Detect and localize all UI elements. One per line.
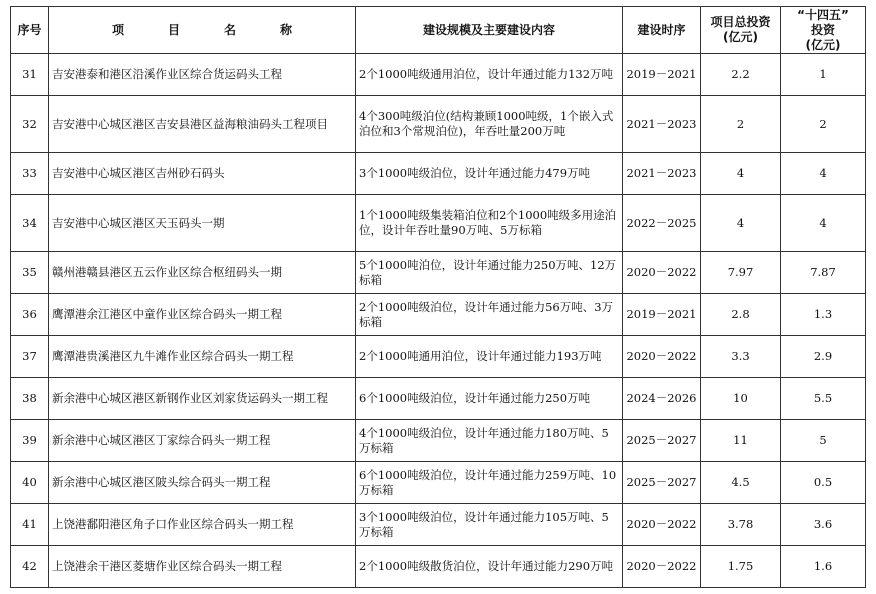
table-row xyxy=(11,504,866,546)
row-period: 2020－2022 xyxy=(623,546,701,588)
table-row xyxy=(11,96,866,153)
table-row xyxy=(11,546,866,588)
row-index: 34 xyxy=(11,195,49,252)
row-project-name: 新余港中心城区港区丁家综合码头一期工程 xyxy=(49,420,356,462)
row-plan-investment: 7.87 xyxy=(781,252,866,294)
row-index: 42 xyxy=(11,546,49,588)
row-period: 2021－2023 xyxy=(623,153,701,195)
row-plan-investment: 2 xyxy=(781,96,866,153)
row-period: 2019－2021 xyxy=(623,54,701,96)
row-index: 35 xyxy=(11,252,49,294)
row-total-investment: 2.8 xyxy=(701,294,781,336)
row-index: 36 xyxy=(11,294,49,336)
row-project-name: 赣州港赣县港区五云作业区综合枢纽码头一期 xyxy=(49,252,356,294)
table-row xyxy=(11,294,866,336)
row-plan-investment: 5 xyxy=(781,420,866,462)
row-plan-investment: 1.6 xyxy=(781,546,866,588)
row-scope: 4个1000吨级泊位，设计年通过能力180万吨、5万标箱 xyxy=(356,420,623,462)
header-index: 序号 xyxy=(11,7,49,54)
row-index: 31 xyxy=(11,54,49,96)
row-total-investment: 2.2 xyxy=(701,54,781,96)
header-project-name-text: 项 目 名 称 xyxy=(111,22,308,37)
row-index: 39 xyxy=(11,420,49,462)
row-period: 2020－2022 xyxy=(623,336,701,378)
document-page xyxy=(10,6,866,588)
row-project-name: 吉安港中心城区港区天玉码头一期 xyxy=(49,195,356,252)
row-period: 2019－2021 xyxy=(623,294,701,336)
row-project-name: 吉安港中心城区港区吉州砂石码头 xyxy=(49,153,356,195)
row-scope: 6个1000吨级泊位，设计年通过能力250万吨 xyxy=(356,378,623,420)
table-row xyxy=(11,336,866,378)
row-plan-investment: 1.3 xyxy=(781,294,866,336)
header-total-investment-line2: (亿元) xyxy=(723,30,758,44)
row-index: 38 xyxy=(11,378,49,420)
row-total-investment: 10 xyxy=(701,378,781,420)
row-scope: 5个1000吨泊位，设计年通过能力250万吨、12万标箱 xyxy=(356,252,623,294)
row-index: 32 xyxy=(11,96,49,153)
row-project-name: 吉安港中心城区港区吉安县港区益海粮油码头工程项目 xyxy=(49,96,356,153)
header-scope: 建设规模及主要建设内容 xyxy=(356,7,623,54)
header-plan-investment xyxy=(781,7,866,54)
project-table xyxy=(10,6,866,588)
row-scope: 6个1000吨级泊位，设计年通过能力259万吨、10万标箱 xyxy=(356,462,623,504)
row-total-investment: 1.75 xyxy=(701,546,781,588)
row-scope: 2个1000吨通用泊位，设计年通过能力193万吨 xyxy=(356,336,623,378)
header-total-investment xyxy=(701,7,781,54)
row-index: 33 xyxy=(11,153,49,195)
row-period: 2020－2022 xyxy=(623,504,701,546)
table-header-row xyxy=(11,7,866,54)
row-plan-investment: 5.5 xyxy=(781,378,866,420)
header-plan-investment-line3: (亿元) xyxy=(805,37,841,52)
row-project-name: 新余港中心城区港区新钢作业区刘家货运码头一期工程 xyxy=(49,378,356,420)
header-period: 建设时序 xyxy=(623,7,701,54)
row-scope: 2个1000吨级泊位，设计年通过能力56万吨、3万标箱 xyxy=(356,294,623,336)
table-row xyxy=(11,54,866,96)
row-total-investment: 3.78 xyxy=(701,504,781,546)
row-project-name: 新余港中心城区港区陂头综合码头一期工程 xyxy=(49,462,356,504)
row-total-investment: 2 xyxy=(701,96,781,153)
row-plan-investment: 0.5 xyxy=(781,462,866,504)
row-total-investment: 7.97 xyxy=(701,252,781,294)
table-row xyxy=(11,195,866,252)
row-scope: 2个1000吨级散货泊位，设计年通过能力290万吨 xyxy=(356,546,623,588)
row-index: 37 xyxy=(11,336,49,378)
row-total-investment: 3.3 xyxy=(701,336,781,378)
row-scope: 3个1000吨级泊位，设计年通过能力479万吨 xyxy=(356,153,623,195)
row-plan-investment: 4 xyxy=(781,153,866,195)
header-total-investment-line1: 项目总投资 xyxy=(710,15,771,29)
table-row xyxy=(11,252,866,294)
row-period: 2022－2025 xyxy=(623,195,701,252)
row-period: 2025－2027 xyxy=(623,420,701,462)
row-plan-investment: 3.6 xyxy=(781,504,866,546)
table-row xyxy=(11,462,866,504)
row-index: 41 xyxy=(11,504,49,546)
table-row xyxy=(11,153,866,195)
table-row xyxy=(11,420,866,462)
table-row xyxy=(11,378,866,420)
header-plan-investment-line1: “十四五” xyxy=(797,7,849,22)
row-period: 2021－2023 xyxy=(623,96,701,153)
row-project-name: 鹰潭港贵溪港区九牛滩作业区综合码头一期工程 xyxy=(49,336,356,378)
row-plan-investment: 2.9 xyxy=(781,336,866,378)
row-total-investment: 4 xyxy=(701,153,781,195)
row-project-name: 上饶港鄱阳港区角子口作业区综合码头一期工程 xyxy=(49,504,356,546)
row-period: 2024－2026 xyxy=(623,378,701,420)
row-scope: 1个1000吨级集装箱泊位和2个1000吨级多用途泊位，设计年吞吐量90万吨、5万标箱 xyxy=(356,195,623,252)
row-scope: 2个1000吨级通用泊位，设计年通过能力132万吨 xyxy=(356,54,623,96)
row-total-investment: 4 xyxy=(701,195,781,252)
row-project-name: 吉安港泰和港区沿溪作业区综合货运码头工程 xyxy=(49,54,356,96)
row-period: 2025－2027 xyxy=(623,462,701,504)
row-period: 2020－2022 xyxy=(623,252,701,294)
row-plan-investment: 1 xyxy=(781,54,866,96)
row-project-name: 鹰潭港余江港区中童作业区综合码头一期工程 xyxy=(49,294,356,336)
row-total-investment: 11 xyxy=(701,420,781,462)
row-project-name: 上饶港余干港区菱塘作业区综合码头一期工程 xyxy=(49,546,356,588)
row-plan-investment: 4 xyxy=(781,195,866,252)
row-index: 40 xyxy=(11,462,49,504)
header-plan-investment-line2: 投资 xyxy=(810,22,835,37)
row-total-investment: 4.5 xyxy=(701,462,781,504)
row-scope: 3个1000吨级泊位，设计年通过能力105万吨、5万标箱 xyxy=(356,504,623,546)
header-project-name xyxy=(49,7,356,54)
row-scope: 4个300吨级泊位(结构兼顾1000吨级，1个嵌入式泊位和3个常规泊位)，年吞吐量200万吨 xyxy=(356,96,623,153)
